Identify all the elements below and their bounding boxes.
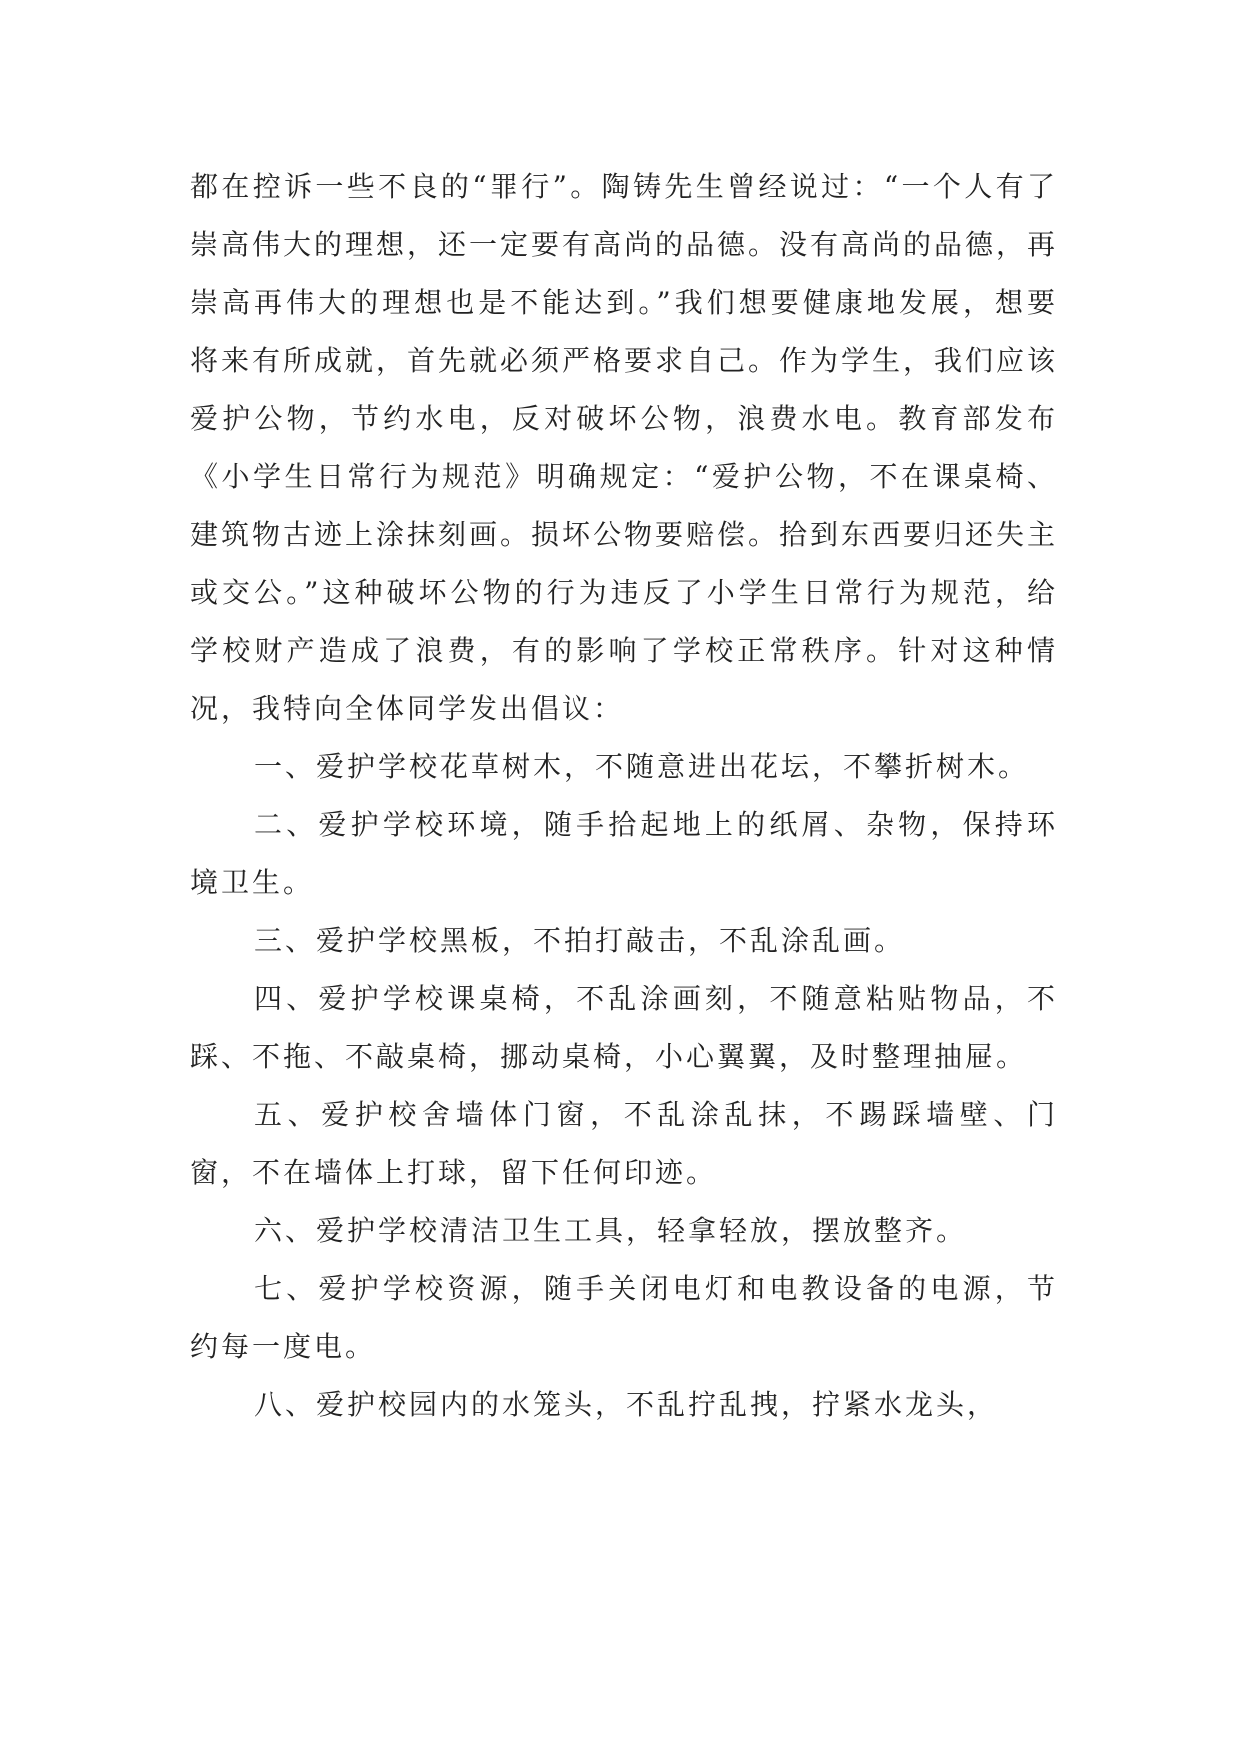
proposal-item-7: 七、爱护学校资源，随手关闭电灯和电教设备的电源，节约每一度电。 [190,1272,1058,1363]
document-body [190,158,1058,1434]
proposal-item-2: 二、爱护学校环境，随手拾起地上的纸屑、杂物，保持环境卫生。 [190,808,1058,899]
paragraph-continuation: 都在控诉一些不良的“罪行”。陶铸先生曾经说过：“一个人有了崇高伟大的理想，还一定要有高尚的品德。没有高尚的品德，再崇高再伟大的理想也是不能达到。”我们想要健康地发展，想要将来有所成就，首先就必须严格要求自己。作为学生，我们应该爱护公物，节约水电，反对破坏公物，浪费水电。教育部发布《小学生日常行为规范》明确规定：“爱护公物，不在课桌椅、建筑物古迹上涂抹刻画。损坏公物要赔偿。拾到东西要归还失主或交公。”这种破坏公物的行为违反了小学生日常行为规范，给学校财产造成了浪费，有的影响了学校正常秩序。针对这种情况，我特向全体同学发出倡议： [190,170,1059,725]
proposal-item-6: 六、爱护学校清洁卫生工具，轻拿轻放，摆放整齐。 [254,1214,968,1247]
proposal-item-3: 三、爱护学校黑板，不拍打敲击，不乱涂乱画。 [254,924,906,957]
proposal-item-4: 四、爱护学校课桌椅，不乱涂画刻，不随意粘贴物品，不踩、不拖、不敲桌椅，挪动桌椅，小心翼翼，及时整理抽屉。 [190,982,1058,1073]
proposal-item-8: 八、爱护校园内的水笼头，不乱拧乱拽，拧紧水龙头， [254,1388,999,1421]
proposal-item-1: 一、爱护学校花草树木，不随意进出花坛，不攀折树木。 [254,750,1030,783]
proposal-item-5: 五、爱护校舍墙体门窗，不乱涂乱抹，不踢踩墙壁、门窗，不在墙体上打球，留下任何印迹。 [190,1098,1058,1189]
